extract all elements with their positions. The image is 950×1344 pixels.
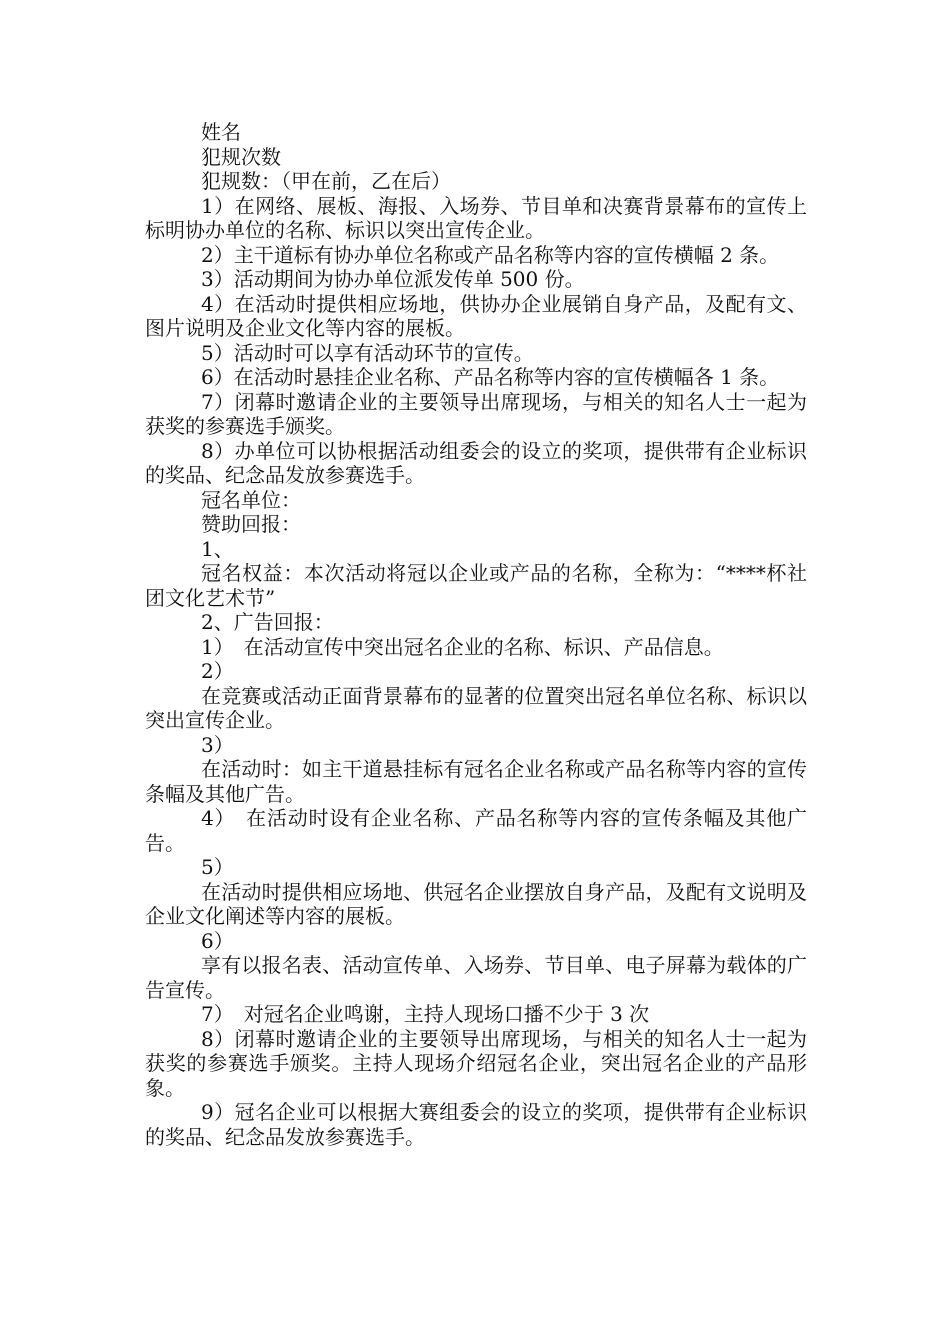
ad-return-heading: 2、广告回报： <box>201 610 334 634</box>
co-organizer-item-5: 5）活动时可以享有活动环节的宣传。 <box>201 340 534 365</box>
ad-item-7: 7） 对冠名企业鸣谢，主持人现场口播不少于 3 次 <box>201 1002 650 1026</box>
naming-rights-paragraph: 冠名权益：本次活动将冠以企业或产品的名称，全称为：“****杯社团文化艺术节” <box>145 561 807 610</box>
title-sponsor-heading: 冠名单位： <box>201 487 301 512</box>
ad-item-4: 4） 在活动时设有企业名称、产品名称等内容的宣传条幅及其他广告。 <box>145 806 807 855</box>
co-organizer-item-3: 3）活动期间为协办单位派发传单 500 份。 <box>201 267 585 291</box>
ad-item-5-number: 5） <box>201 855 234 879</box>
text-line-name: 姓名 <box>201 120 241 144</box>
ad-item-3-text: 在活动时：如主干道悬挂标有冠名企业名称或产品名称等内容的宣传条幅及其他广告。 <box>145 757 807 806</box>
sponsor-return-heading: 赞助回报： <box>201 512 301 536</box>
ad-item-5-text: 在活动时提供相应场地、供冠名企业摆放自身产品，及配有文说明及企业文化阐述等内容的展板。 <box>145 879 807 928</box>
ad-item-6-number: 6） <box>201 928 234 953</box>
co-organizer-item-4: 4）在活动时提供相应场地，供协办企业展销自身产品，及配有文、图片说明及企业文化等内容的展板。 <box>145 291 807 340</box>
co-organizer-item-1: 1）在网络、展板、海报、入场券、节目单和决赛背景幕布的宣传上标明协办单位的名称、标识以突出宣传企业。 <box>145 193 807 242</box>
ad-item-8: 8）闭幕时邀请企业的主要领导出席现场，与相关的知名人士一起为获奖的参赛选手颁奖。主持人现场介绍冠名企业，突出冠名企业的产品形象。 <box>145 1026 807 1100</box>
co-organizer-item-2: 2）主干道标有协办单位名称或产品名称等内容的宣传横幅 2 条。 <box>201 242 780 267</box>
ad-item-3-number: 3） <box>201 732 234 757</box>
document-body <box>145 120 807 1149</box>
ad-item-9: 9）冠名企业可以根据大赛组委会的设立的奖项，提供带有企业标识的奖品、纪念品发放参赛选手。 <box>145 1100 807 1149</box>
co-organizer-item-8: 8）办单位可以协根据活动组委会的设立的奖项，提供带有企业标识的奖品、纪念品发放参赛选手。 <box>145 438 807 487</box>
ad-item-2-number: 2） <box>201 659 234 683</box>
ad-item-2-text: 在竞赛或活动正面背景幕布的显著的位置突出冠名单位名称、标识以突出宣传企业。 <box>145 683 807 732</box>
ad-item-1: 1） 在活动宣传中突出冠名企业的名称、标识、产品信息。 <box>201 634 724 659</box>
ad-item-6-text: 享有以报名表、活动宣传单、入场券、节目单、电子屏幕为载体的广告宣传。 <box>145 953 807 1002</box>
section-number-1: 1、 <box>201 536 234 561</box>
co-organizer-item-6: 6）在活动时悬挂企业名称、产品名称等内容的宣传横幅各 1 条。 <box>201 365 780 389</box>
text-line-foul-number: 犯规数：（甲在前，乙在后） <box>201 169 451 193</box>
text-line-foul-count: 犯规次数 <box>201 144 281 169</box>
co-organizer-item-7: 7）闭幕时邀请企业的主要领导出席现场，与相关的知名人士一起为获奖的参赛选手颁奖。 <box>145 389 807 438</box>
